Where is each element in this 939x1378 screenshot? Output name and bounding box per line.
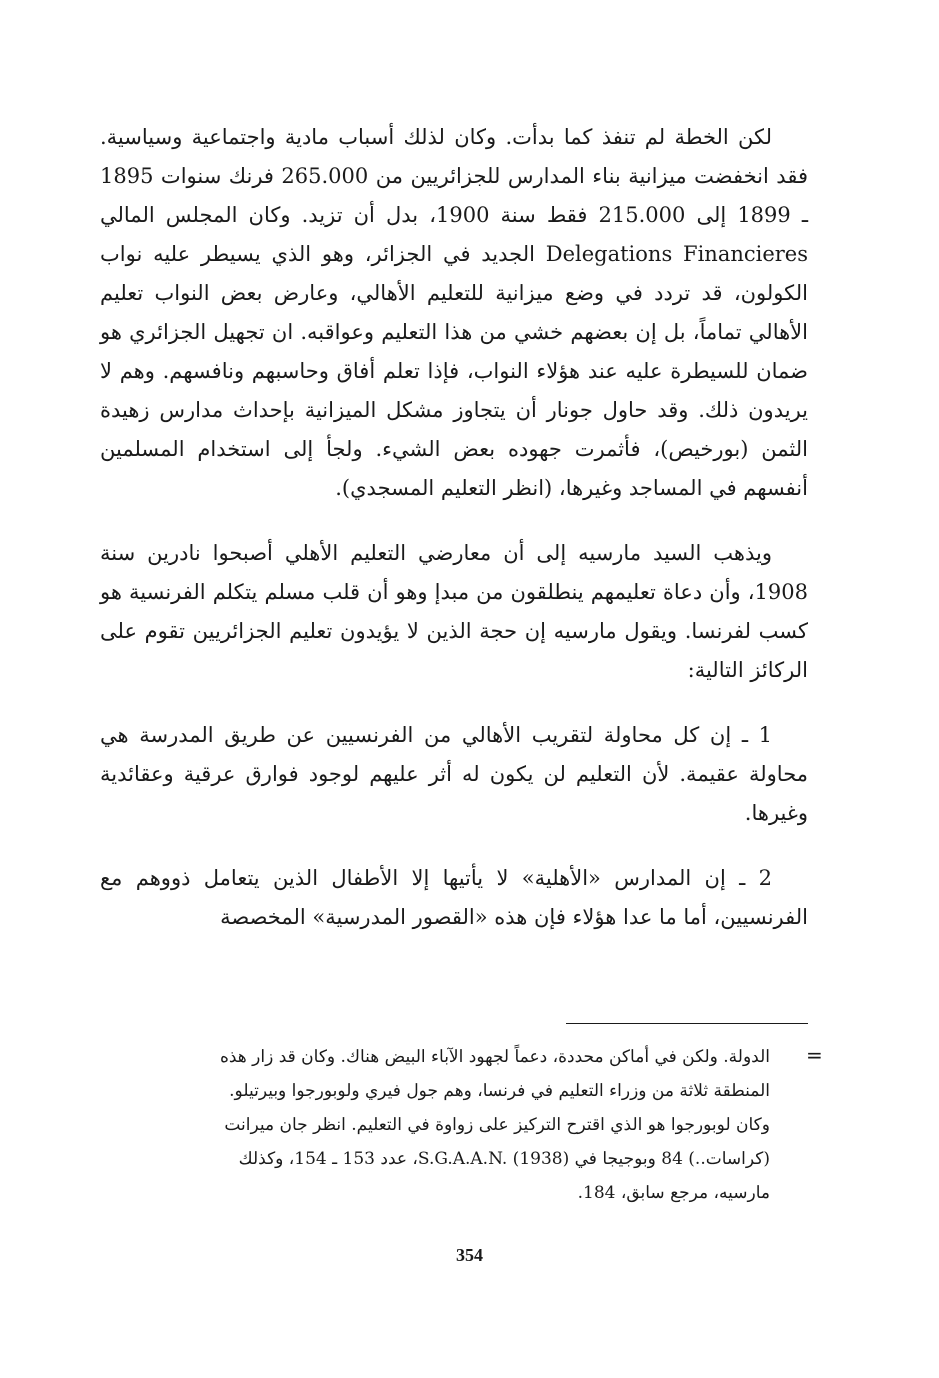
paragraph-3: 1 ـ إن كل محاولة لتقريب الأهالي من الفرنسيين عن طريق المدرسة هي محاولة عقيمة. لأن التعليم لن يكون له أثر عليهم لوجود فوارق عرقية وعقائدية وغيرها.: [100, 723, 808, 825]
footnote-line: (كراسات..) 84 وبوجيجا في S.G.A.A.N. (1938)، عدد 153 ـ 154، وكذلك: [238, 1149, 770, 1169]
paragraph-1: لكن الخطة لم تنفذ كما بدأت. وكان لذلك أسباب مادية واجتماعية وسياسية. فقد انخفضت ميزانية بناء المدارس للجزائريين من 265.000 فرنك سنوات 1895 ـ 1899 إلى 215.000 فقط سنة 1900، بدل أن تزيد. وكان المجلس المالي Delegations Financieres الجديد في الجزائر، وهو الذي يسيطر عليه نواب الكولون، قد تردد في وضع ميزانية للتعليم الأهالي، وعارض بعض النواب تعليم الأهالي تماماً، بل إن بعضهم خشي من هذا التعليم وعواقبه. ان تجهيل الجزائري هو ضمان للسيطرة عليه عند هؤلاء النواب، فإذا تعلم أفاق وحاسبهم ونافسهم. وهم لا يريدون ذلك. وقد حاول جونار أن يتجاوز مشكل الميزانية بإحداث مدارس زهيدة الثمن (بورخيص)، فأثمرت جهوده بعض الشيء. ولجأ إلى استخدام المسلمين أنفسهم في المساجد وغيرها، (انظر التعليم المسجدي).: [100, 125, 809, 500]
main-text: [100, 118, 808, 963]
paragraph-4: 2 ـ إن المدارس «الأهلية» لا يأتيها إلا الأطفال الذين يتعامل ذووهم مع الفرنسيين، أما ما عدا هؤلاء فإن هذه «القصور المدرسية» المخصصة: [100, 866, 808, 929]
footnote-line: المنطقة ثلاثة من وزراء التعليم في فرنسا، وهم جول فيري ولوبورجوا وبيرتيلو.: [229, 1081, 770, 1101]
footnote-line: وكان لوبورجوا هو الذي اقترح التركيز على زواوة في التعليم. انظر جان ميرانت: [224, 1115, 770, 1135]
footnote-line: مارسيه، مرجع سابق، 184.: [577, 1183, 770, 1203]
footnote-separator: [566, 1023, 808, 1024]
footnote-continuation-marker: =: [806, 1043, 823, 1067]
paragraph-2: ويذهب السيد مارسيه إلى أن معارضي التعليم الأهلي أصبحوا نادرين سنة 1908، وأن دعاة تعليمهم ينطلقون من مبدإ وهو أن قلب مسلم يتكلم الفرنسية هو كسب لفرنسا. ويقول مارسيه إن حجة الذين لا يؤيدون تعليم الجزائريين تقوم على الركائز التالية:: [100, 541, 808, 682]
page-number: 354: [456, 1245, 483, 1265]
footnote-line: الدولة. ولكن في أماكن محددة، دعماً لجهود الآباء البيض هناك. وكان قد زار هذه: [219, 1047, 770, 1067]
footnote-block: [100, 1040, 770, 1210]
